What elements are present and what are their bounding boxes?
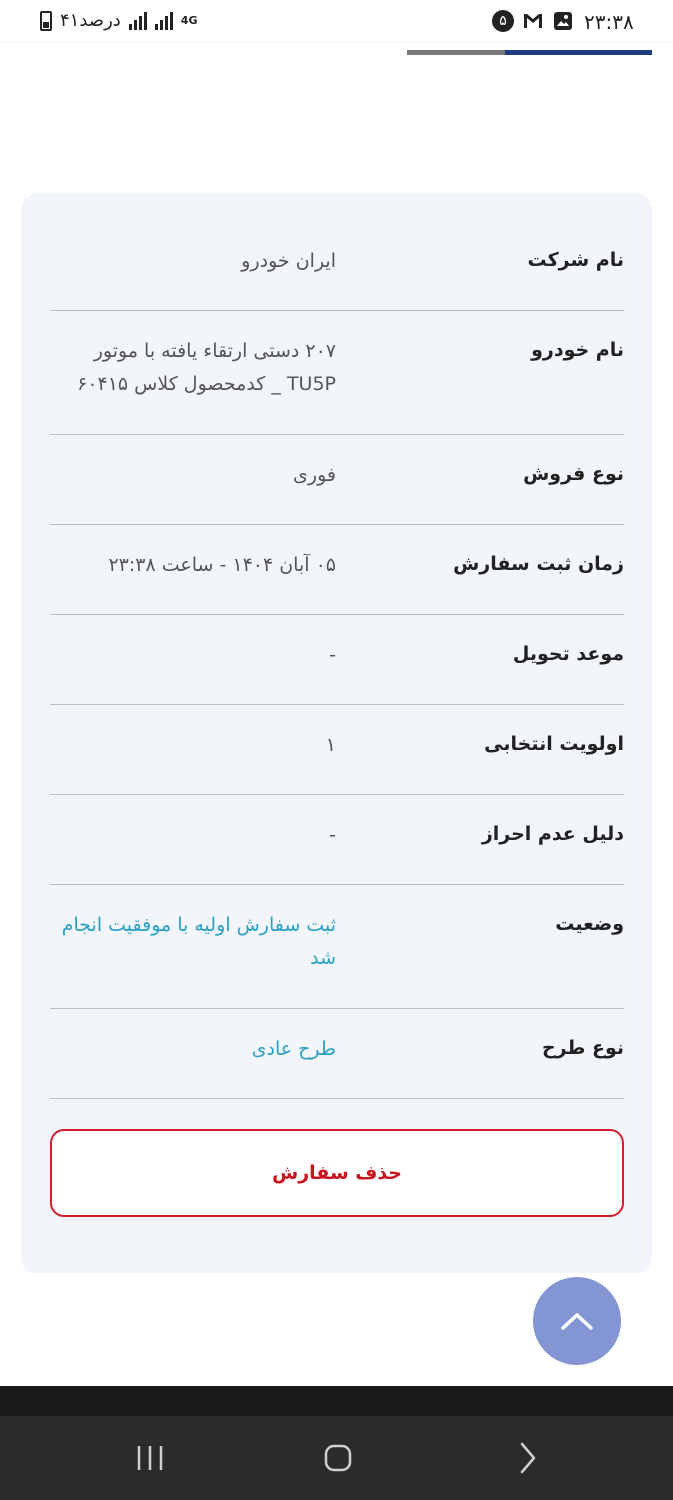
system-navigation-bar — [0, 1416, 673, 1500]
detail-row-status — [50, 913, 624, 1009]
plan-type-value[interactable]: طرح عادی — [251, 1038, 336, 1060]
battery-icon — [40, 11, 52, 31]
order-time-value: ۰۵ آبان ۱۴۰۴ - ساعت ۲۳:۳۸ — [108, 554, 336, 576]
plan-type-label: نوع طرح — [541, 1037, 624, 1059]
delete-order-button[interactable]: حذف سفارش — [50, 1129, 624, 1217]
page-progress-bar — [407, 50, 652, 55]
car-name-label: نام خودرو — [531, 339, 624, 361]
priority-value: ۱ — [325, 734, 336, 756]
delivery-date-label: موعد تحویل — [512, 643, 624, 665]
back-button[interactable] — [498, 1436, 558, 1480]
status-label: وضعیت — [555, 913, 624, 935]
detail-row-order-time — [50, 553, 624, 615]
detail-row-plan-type — [50, 1037, 624, 1099]
network-4g-icon: 4G — [180, 13, 198, 27]
rejection-reason-value: - — [329, 824, 336, 846]
status-bar — [0, 0, 673, 43]
detail-row-rejection-reason — [50, 823, 624, 885]
detail-row-company — [50, 249, 624, 311]
scroll-to-top-button[interactable] — [533, 1277, 621, 1365]
company-value: ایران خودرو — [241, 250, 336, 272]
company-label: نام شرکت — [527, 249, 624, 271]
recent-apps-icon — [135, 1444, 165, 1472]
priority-label: اولویت انتخابی — [484, 733, 624, 755]
detail-row-delivery-date — [50, 643, 624, 705]
sale-type-value: فوری — [293, 464, 336, 486]
gmail-icon — [522, 10, 544, 32]
signal-icon — [129, 12, 147, 30]
detail-row-sale-type — [50, 463, 624, 525]
back-icon — [518, 1442, 538, 1474]
detail-row-car-name — [50, 339, 624, 435]
detail-row-priority — [50, 733, 624, 795]
chevron-up-icon — [560, 1311, 594, 1331]
battery-text: ۴۱درصد — [60, 10, 121, 31]
notification-count-icon: ۵ — [492, 10, 514, 32]
status-right-icons — [492, 10, 574, 32]
car-name-value: ۲۰۷ دستی ارتقاء یافته با موتور TU5P _ کدمحصول کلاس ۶۰۴۱۵ — [77, 340, 336, 395]
home-icon — [323, 1443, 353, 1473]
signal-icon — [155, 12, 173, 30]
status-time: ۲۳:۳۸ — [584, 10, 634, 34]
page-progress-fill — [505, 50, 652, 55]
delivery-date-value: - — [329, 644, 336, 666]
rejection-reason-label: دلیل عدم احراز — [481, 823, 624, 845]
home-button[interactable] — [308, 1436, 368, 1480]
recent-apps-button[interactable] — [120, 1436, 180, 1480]
bottom-divider — [0, 1386, 673, 1416]
status-left-icons — [40, 10, 197, 31]
status-value: ثبت سفارش اولیه با موفقیت انجام شد — [61, 914, 336, 969]
order-details-card — [21, 193, 652, 1273]
order-time-label: زمان ثبت سفارش — [453, 553, 624, 575]
gallery-icon — [552, 10, 574, 32]
sale-type-label: نوع فروش — [523, 463, 624, 485]
